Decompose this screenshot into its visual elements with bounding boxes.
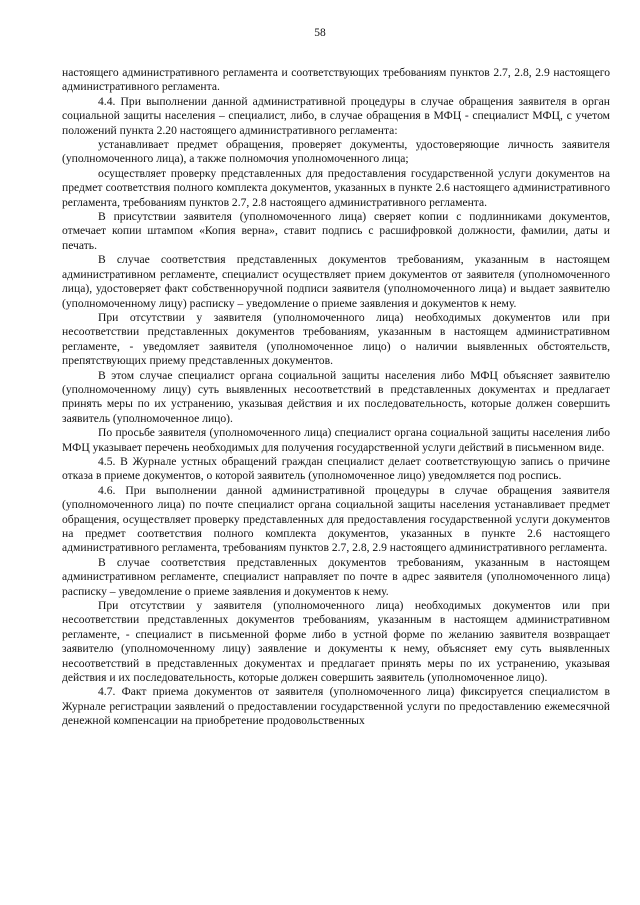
paragraph: 4.6. При выполнении данной административной процедуры в случае обращения заявителя (уполномоченного лица) по почте специалист органа социальной защиты населения устанавливает предмет обращения, осуществляет проверку представленных для предоставления государственной услуги документов на предмет соответствия полного комплекта документов, указанных в пункте 2.6 настоящего административного регламента, требованиям пунктов 2.7, 2.8, 2.9 настоящего административного регламента.: [62, 483, 610, 555]
paragraph: устанавливает предмет обращения, проверяет документы, удостоверяющие личность заявителя (уполномоченного лица), а также полномочия уполномоченного лица;: [62, 138, 610, 166]
paragraph: 4.5. В Журнале устных обращений граждан специалист делает соответствующую запись о причине отказа в приеме документов, о которой заявитель (уполномоченное лицо) уведомляется под роспись.: [62, 454, 610, 483]
paragraph: осуществляет проверку представленных для предоставления государственной услуги документов на предмет соответствия полного комплекта документов, указанных в пункте 2.6 настоящего административного регламента, требованиям пунктов 2.7, 2.8 настоящего административного регламента.: [62, 166, 610, 209]
page-number: 58: [314, 27, 326, 39]
paragraph: В случае соответствия представленных документов требованиям, указанным в настоящем административном регламенте, специалист направляет по почте в адрес заявителя (уполномоченного лица) расписку – уведомление о приеме заявления и документов к нему.: [62, 555, 610, 598]
paragraph: При отсутствии у заявителя (уполномоченного лица) необходимых документов или при несоответствии представленных документов требованиям, указанным в настоящем административном регламенте, - специалист в письменной форме либо в устной форме по желанию заявителя возвращает заявителю (уполномоченному лицу) заявление и документы к нему, объясняет ему суть выявленных несоответствий в представленных документах и предлагает принять меры по их устранению, указывая действия и их последовательность, которые должен совершить заявитель (уполномоченное лицо).: [62, 599, 610, 685]
paragraph: 4.4. При выполнении данной административной процедуры в случае обращения заявителя в орган социальной защиты населения – специалист, либо, в случае обращения в МФЦ - специалист МФЦ, с учетом положений пункта 2.20 настоящего административного регламента:: [62, 94, 610, 137]
paragraph: В этом случае специалист органа социальной защиты населения либо МФЦ объясняет заявителю (уполномоченному лицу) суть выявленных несоответствий в представленных документах и предлагает принять меры по их устранению, указывая действия и их последовательность, которые должен совершить заявитель (уполномоченное лицо).: [62, 368, 610, 425]
paragraph: В случае соответствия представленных документов требованиям, указанным в настоящем административном регламенте, специалист осуществляет прием документов от заявителя (уполномоченного лица), удостоверяет факт собственноручной подписи заявителя (уполномоченного лица) и выдает заявителю (уполномоченному лицу) расписку – уведомление о приеме заявления и документов к нему.: [62, 253, 610, 310]
paragraph: По просьбе заявителя (уполномоченного лица) специалист органа социальной защиты населения либо МФЦ указывает перечень необходимых для получения государственной услуги действий в письменном виде.: [62, 426, 610, 454]
document-body: [62, 66, 610, 729]
paragraph: 4.7. Факт приема документов от заявителя (уполномоченного лица) фиксируется специалистом в Журнале регистрации заявлений о предоставлении государственной услуги по предоставлению ежемесячной денежной компенсации на приобретение продовольственных: [62, 685, 610, 728]
paragraph: В присутствии заявителя (уполномоченного лица) сверяет копии с подлинниками документов, отмечает копии штампом «Копия верна», ставит подпись с расшифровкой должности, фамилии, даты и печать.: [62, 210, 610, 252]
paragraph: настоящего административного регламента и соответствующих требованиям пунктов 2.7, 2.8, 2.9 настоящего административного регламента.: [62, 66, 610, 94]
paragraph: При отсутствии у заявителя (уполномоченного лица) необходимых документов или при несоответствии представленных документов требованиям, указанным в настоящем административном регламенте, - уведомляет заявителя (уполномоченное лицо) о наличии выявленных обстоятельств, препятствующих приему представленных документов.: [62, 310, 610, 368]
